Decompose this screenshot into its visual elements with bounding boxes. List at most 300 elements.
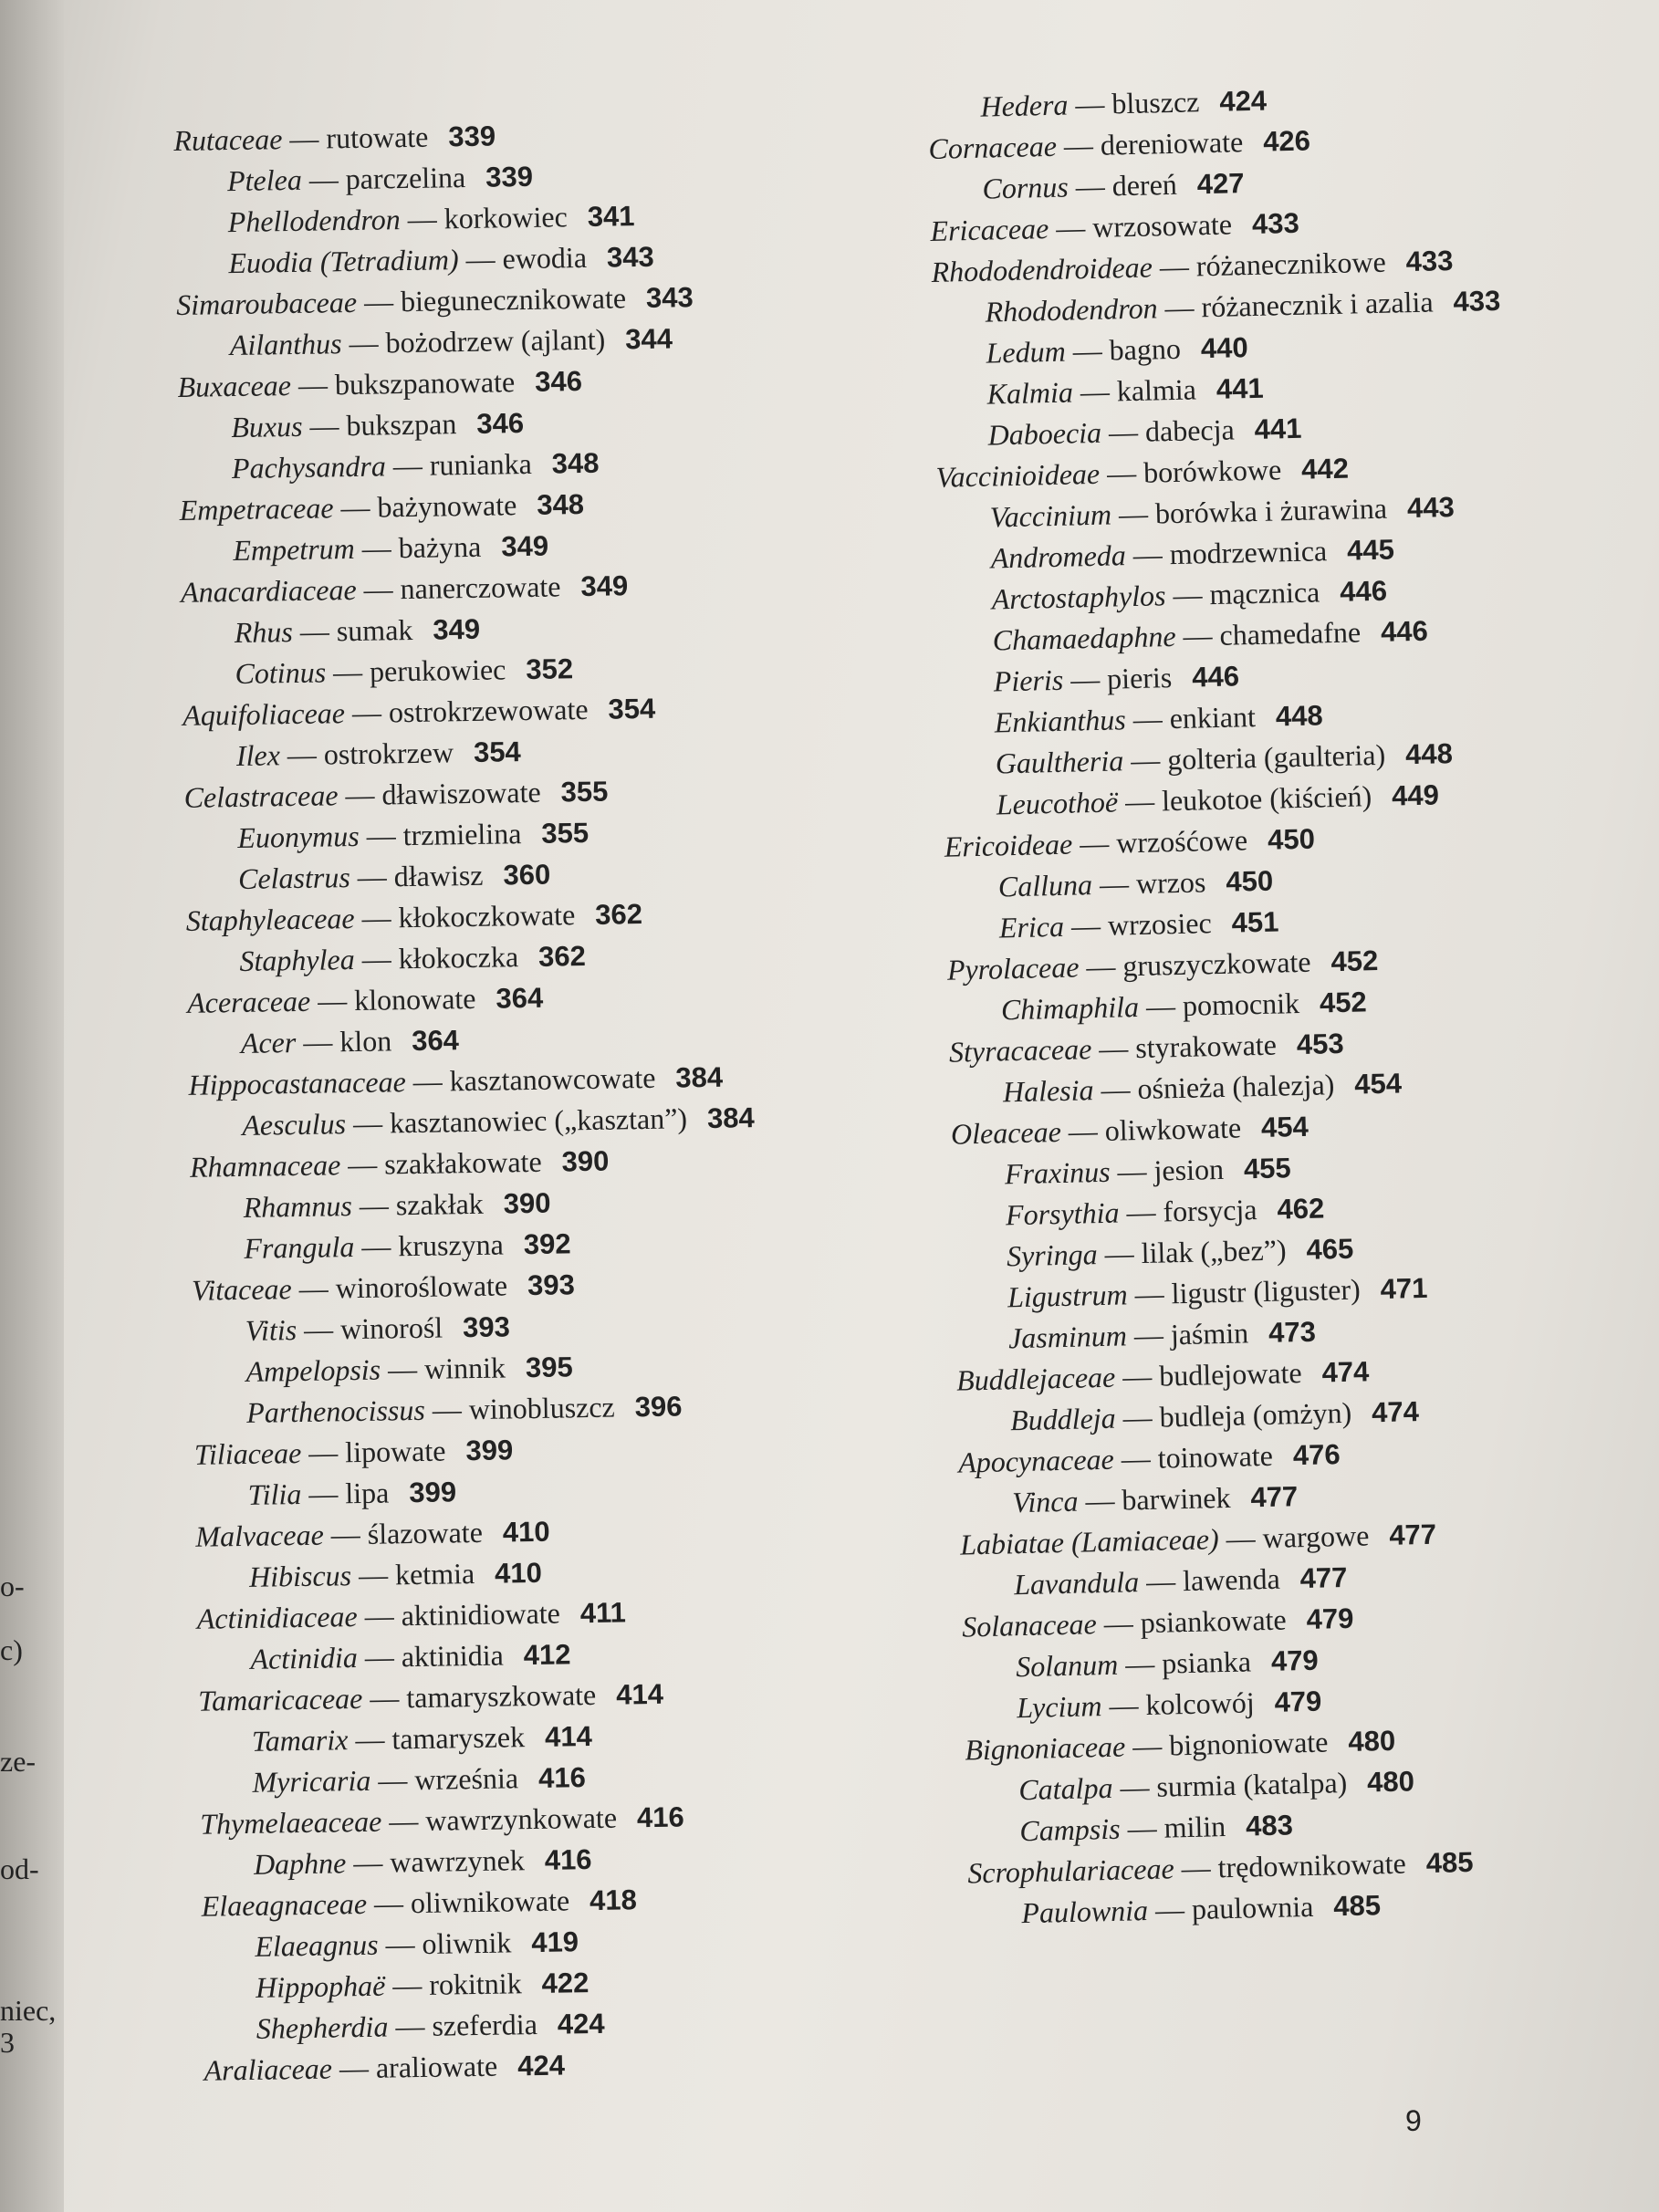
em-dash: — — [1096, 1606, 1142, 1641]
page-reference: 477 — [1388, 1518, 1437, 1551]
em-dash: — — [354, 531, 399, 565]
taxon-name: Buxaceae — [177, 369, 292, 403]
taxon-name: Shepherdia — [256, 2009, 389, 2045]
polish-name: budlejowate — [1158, 1356, 1302, 1393]
polish-name: golteria (gaulteria) — [1166, 737, 1386, 777]
page-reference: 393 — [527, 1268, 576, 1302]
em-dash: — — [338, 777, 382, 812]
polish-name: ketmia — [394, 1557, 475, 1591]
taxon-name: Arctostaphylos — [991, 579, 1166, 616]
page-reference: 473 — [1268, 1315, 1317, 1349]
polish-name: kruszyna — [398, 1227, 505, 1263]
page-reference: 339 — [448, 120, 496, 153]
taxon-name: Anacardiaceae — [180, 572, 357, 609]
page-reference: 364 — [496, 981, 544, 1015]
em-dash: — — [354, 901, 399, 934]
page-reference: 422 — [541, 1967, 590, 1999]
page-reference: 479 — [1270, 1643, 1320, 1677]
polish-name: rutowate — [326, 120, 429, 155]
polish-name: styrakowate — [1134, 1028, 1278, 1065]
taxon-name: Elaeagnus — [255, 1927, 379, 1963]
em-dash: — — [1147, 1892, 1193, 1927]
taxon-name: Ptelea — [226, 162, 303, 198]
page-reference: 445 — [1346, 533, 1395, 567]
taxon-name: Staphyleaceae — [185, 901, 355, 937]
page-reference: 349 — [501, 529, 549, 563]
em-dash: — — [1125, 702, 1171, 736]
em-dash: — — [344, 695, 390, 730]
polish-name: wawrzynek — [390, 1843, 526, 1879]
em-dash: — — [1152, 249, 1197, 284]
taxon-name: Forsythia — [1005, 1195, 1120, 1232]
taxon-name: Chimaphila — [1000, 989, 1140, 1027]
polish-name: wargowe — [1262, 1518, 1370, 1555]
taxon-name: Pieris — [993, 663, 1064, 698]
page-reference: 443 — [1406, 491, 1456, 525]
polish-name: bażynowate — [377, 488, 517, 524]
page-reference: 441 — [1216, 371, 1265, 405]
polish-name: ewodia — [502, 240, 588, 276]
em-dash: — — [1071, 826, 1117, 861]
taxon-name: Pyrolaceae — [946, 950, 1080, 986]
taxon-name: Fraxinus — [1004, 1154, 1111, 1191]
taxon-name: Tamaricaceae — [197, 1681, 363, 1717]
polish-name: aktinidia — [401, 1638, 505, 1674]
page-reference: 414 — [615, 1677, 664, 1711]
taxon-name: Aesculus — [242, 1107, 347, 1142]
page-reference: 446 — [1191, 660, 1240, 694]
em-dash: — — [290, 368, 336, 402]
taxon-name: Halesia — [1002, 1073, 1094, 1109]
polish-name: trędownikowate — [1217, 1846, 1407, 1884]
taxon-name: Rhamnus — [243, 1189, 353, 1224]
page-reference: 352 — [526, 652, 574, 686]
em-dash: — — [1138, 988, 1184, 1023]
em-dash: — — [405, 1064, 451, 1099]
em-dash: — — [1119, 1195, 1163, 1229]
page-reference: 452 — [1330, 944, 1379, 978]
em-dash: — — [354, 942, 399, 976]
em-dash: — — [1115, 1400, 1161, 1435]
taxon-name: Aquifoliaceae — [182, 696, 346, 732]
em-dash: — — [388, 2009, 433, 2043]
page-reference: 426 — [1262, 124, 1311, 158]
em-dash: — — [354, 1229, 399, 1264]
taxon-name: Cornaceae — [928, 129, 1058, 165]
em-dash: — — [309, 984, 355, 1017]
page-reference: 419 — [531, 1925, 579, 1959]
em-dash: — — [1126, 1318, 1172, 1352]
em-dash: — — [1120, 1810, 1164, 1845]
em-dash: — — [366, 1886, 412, 1920]
taxon-name: Malvaceae — [195, 1518, 325, 1553]
polish-name: bukszpanowate — [334, 365, 516, 402]
polish-name: oliwnikowate — [410, 1883, 570, 1920]
em-dash: — — [1068, 169, 1113, 203]
taxon-name: Vitaceae — [191, 1272, 292, 1307]
polish-name: winoroślowate — [335, 1268, 508, 1305]
polish-name: forsycja — [1163, 1193, 1257, 1228]
polish-name: korkowiec — [443, 200, 569, 235]
em-dash: — — [380, 1351, 425, 1386]
em-dash: — — [359, 819, 403, 852]
page-reference: 477 — [1250, 1480, 1299, 1514]
page-reference: 416 — [537, 1761, 587, 1794]
polish-name: tamaryszek — [391, 1720, 526, 1756]
em-dash: — — [301, 162, 347, 196]
em-dash: — — [348, 1722, 392, 1757]
em-dash: — — [296, 1025, 340, 1059]
page-reference: 479 — [1306, 1602, 1354, 1635]
polish-name: toinowate — [1157, 1438, 1274, 1475]
page-reference: 465 — [1306, 1232, 1354, 1266]
page-reference: 343 — [645, 281, 694, 314]
page-reference: 485 — [1425, 1845, 1474, 1880]
page-reference: 448 — [1404, 737, 1454, 771]
em-dash: — — [1124, 1728, 1170, 1763]
polish-name: nanerczowate — [400, 569, 561, 606]
polish-name: września — [414, 1761, 519, 1797]
page-reference: 433 — [1251, 206, 1300, 240]
page-reference: 455 — [1243, 1152, 1292, 1185]
taxon-name: Hedera — [980, 88, 1069, 123]
polish-name: leukotoe (kiścień) — [1161, 779, 1372, 818]
em-dash: — — [1090, 1031, 1136, 1066]
em-dash: — — [1056, 128, 1101, 162]
taxon-name: Thymelaeaceae — [200, 1804, 382, 1841]
em-dash: — — [400, 202, 445, 236]
page-reference: 399 — [465, 1434, 514, 1467]
polish-name: oliwnik — [422, 1925, 512, 1960]
page-reference: 454 — [1260, 1110, 1309, 1143]
page-reference: 384 — [675, 1060, 724, 1094]
polish-name: lipa — [345, 1476, 390, 1510]
em-dash: — — [356, 572, 401, 606]
page-reference: 339 — [485, 160, 534, 193]
polish-name: ostrokrzew — [323, 736, 454, 771]
page-reference: 453 — [1296, 1027, 1344, 1061]
polish-name: aktinidiowate — [401, 1596, 561, 1633]
em-dash: — — [1122, 743, 1168, 777]
taxon-name: Oleaceae — [950, 1114, 1062, 1151]
em-dash: — — [1112, 1769, 1157, 1804]
polish-name: milin — [1163, 1810, 1226, 1844]
polish-name: różanecznik i azalia — [1201, 285, 1434, 324]
em-dash: — — [385, 1967, 430, 2002]
polish-name: klonowate — [353, 981, 476, 1017]
page-reference: 349 — [580, 569, 629, 603]
polish-name: budleja (omżyn) — [1159, 1395, 1352, 1434]
em-dash: — — [346, 1845, 391, 1880]
taxon-name: Elaeagnaceae — [201, 1886, 368, 1923]
em-dash: — — [1063, 908, 1109, 943]
em-dash: — — [291, 1271, 336, 1306]
polish-name: pomocnik — [1182, 986, 1300, 1022]
taxon-name: Tilia — [247, 1476, 302, 1511]
taxon-name: Ampelopsis — [245, 1352, 381, 1388]
taxon-name: Araliaceae — [203, 2051, 333, 2087]
em-dash: — — [1097, 1236, 1142, 1271]
page-reference: 396 — [634, 1390, 683, 1424]
page-reference: 410 — [494, 1556, 543, 1590]
page-reference: 433 — [1453, 284, 1501, 318]
page-reference: 414 — [544, 1720, 593, 1753]
page-reference: 424 — [516, 2049, 566, 2082]
taxon-name: Acer — [240, 1026, 297, 1059]
polish-name: dereń — [1111, 167, 1178, 203]
facing-page-fragment: ze- — [0, 1745, 37, 1778]
em-dash: — — [1127, 1277, 1173, 1311]
em-dash: — — [341, 326, 386, 360]
taxon-name: Hippophaë — [255, 1968, 386, 2004]
em-dash: — — [282, 121, 327, 156]
em-dash: — — [357, 1640, 402, 1675]
polish-name: winobluszcz — [468, 1390, 615, 1426]
page-reference: 390 — [561, 1144, 610, 1178]
em-dash: — — [385, 448, 431, 483]
polish-name: winnik — [423, 1351, 506, 1385]
em-dash: — — [331, 2050, 377, 2085]
taxon-name: Daboecia — [987, 415, 1102, 452]
page-reference: 392 — [523, 1227, 571, 1261]
polish-name: tamaryszkowate — [406, 1677, 597, 1715]
taxon-name: Ligustrum — [1007, 1278, 1129, 1314]
polish-name: dabecja — [1144, 412, 1236, 448]
em-dash: — — [1078, 1483, 1122, 1518]
polish-name: wrzos — [1135, 865, 1206, 901]
polish-name: bukszpan — [346, 407, 457, 443]
facing-page-fragment: 3 — [0, 2026, 15, 2059]
em-dash: — — [339, 1147, 385, 1182]
em-dash: — — [1093, 1072, 1138, 1107]
em-dash: — — [1174, 1851, 1219, 1885]
polish-name: wrzośćowe — [1115, 823, 1248, 860]
taxon-name: Hippocastanaceae — [188, 1065, 407, 1101]
em-dash: — — [1114, 1359, 1160, 1393]
taxon-name: Lycium — [1016, 1689, 1102, 1725]
em-dash: — — [356, 285, 402, 318]
page-reference: 344 — [624, 322, 673, 356]
polish-name: borówka i żurawina — [1154, 491, 1388, 530]
polish-name: różanecznikowe — [1195, 245, 1387, 283]
taxon-name: Calluna — [997, 868, 1093, 903]
taxon-name: Vaccinium — [989, 497, 1112, 534]
em-dash: — — [1099, 455, 1144, 490]
taxon-name: Solanaceae — [961, 1607, 1098, 1643]
em-dash: — — [1111, 496, 1156, 531]
em-dash: — — [323, 1517, 368, 1551]
polish-name: trzmielina — [402, 817, 522, 852]
page-reference: 360 — [503, 858, 551, 892]
em-dash: — — [1113, 1441, 1159, 1476]
em-dash: — — [350, 860, 395, 894]
facing-page-fragment: o- — [0, 1570, 25, 1602]
em-dash: — — [424, 1393, 470, 1426]
index-column-right — [927, 75, 1544, 1936]
taxon-name: Empetrum — [233, 531, 355, 568]
polish-name: jaśmin — [1170, 1316, 1249, 1351]
page-reference: 450 — [1225, 864, 1274, 898]
em-dash: — — [1101, 1688, 1146, 1723]
page-reference: 424 — [557, 2007, 605, 2040]
polish-name: kasztanowiec („kasztan”) — [389, 1101, 688, 1140]
index-entry — [203, 2040, 843, 2092]
taxon-name: Buddleja — [1009, 1401, 1117, 1437]
taxon-name: Cornus — [982, 170, 1069, 205]
taxon-name: Labiatae (Lamiaceae) — [959, 1522, 1220, 1561]
polish-name: bluszcz — [1111, 85, 1200, 120]
page-reference: 395 — [525, 1351, 573, 1384]
page-reference: 348 — [537, 487, 585, 521]
polish-name: kalmia — [1116, 372, 1197, 408]
page-reference: 441 — [1254, 412, 1302, 445]
taxon-name: Rhamnaceae — [189, 1148, 341, 1184]
taxon-name: Cotinus — [235, 655, 327, 691]
polish-name: gruszyczkowate — [1122, 944, 1311, 983]
taxon-name: Rutaceae — [173, 122, 283, 157]
page-reference: 346 — [534, 365, 583, 398]
taxon-name: Andromeda — [990, 538, 1127, 575]
polish-name: mącznica — [1209, 575, 1320, 611]
taxon-name: Ailanthus — [229, 327, 342, 362]
page-reference: 451 — [1231, 905, 1279, 939]
polish-name: kłokoczkowate — [398, 898, 576, 934]
taxon-name: Myricaria — [252, 1763, 371, 1799]
page-reference: 393 — [462, 1310, 511, 1344]
page-reference: 343 — [606, 240, 654, 274]
taxon-name: Staphylea — [239, 942, 355, 977]
taxon-name: Hibiscus — [248, 1559, 352, 1593]
page-reference: 348 — [551, 446, 600, 480]
polish-name: jesion — [1153, 1152, 1225, 1187]
page-reference: 354 — [608, 692, 656, 725]
em-dash: — — [350, 1558, 396, 1592]
taxon-name: Chamaedaphne — [992, 619, 1176, 657]
page-reference: 410 — [502, 1515, 550, 1549]
polish-name: surmia (katalpa) — [1156, 1766, 1348, 1803]
page-reference: 474 — [1371, 1395, 1420, 1429]
em-dash: — — [1060, 1113, 1106, 1148]
em-dash: — — [1062, 662, 1108, 696]
taxon-name: Tamarix — [251, 1723, 349, 1758]
taxon-name: Phellodendron — [227, 203, 402, 239]
em-dash: — — [1165, 578, 1210, 612]
em-dash: — — [1175, 618, 1220, 652]
taxon-name: Pachysandra — [231, 449, 387, 485]
polish-name: kasztanowcowate — [449, 1060, 656, 1098]
page-reference: 462 — [1277, 1192, 1325, 1226]
polish-name: psiankowate — [1140, 1602, 1288, 1640]
page-reference: 346 — [476, 407, 525, 440]
page-reference: 480 — [1366, 1765, 1415, 1799]
em-dash: — — [1117, 1646, 1163, 1681]
polish-name: klon — [339, 1024, 392, 1059]
taxon-name: Aceraceae — [186, 984, 311, 1019]
page-reference: 446 — [1339, 574, 1388, 608]
facing-page-fragment: niec, — [0, 1994, 57, 2027]
polish-name: borówkowe — [1143, 453, 1282, 489]
page-reference: 418 — [589, 1883, 638, 1917]
em-dash: — — [1157, 290, 1202, 325]
polish-name: dławiszowate — [381, 775, 541, 811]
page-reference: 416 — [544, 1843, 592, 1876]
em-dash: — — [279, 737, 325, 772]
taxon-name: Rhododendroideae — [931, 250, 1153, 288]
taxon-name: Vaccinioideae — [935, 456, 1101, 494]
polish-name: paulownia — [1191, 1889, 1314, 1925]
taxon-name: Frangula — [244, 1230, 355, 1265]
em-dash: — — [362, 1681, 407, 1715]
polish-name: bażyna — [398, 529, 482, 565]
taxon-name: Vinca — [1011, 1484, 1079, 1519]
polish-name: wawrzynkowate — [425, 1800, 618, 1837]
polish-name: chamedafne — [1219, 615, 1362, 652]
page-reference: 446 — [1380, 614, 1429, 648]
em-dash: — — [301, 1476, 346, 1510]
taxon-name: Celastraceae — [183, 778, 339, 814]
taxon-name: Vitis — [245, 1313, 297, 1347]
taxon-name: Campsis — [1018, 1811, 1121, 1848]
em-dash: — — [296, 1312, 341, 1347]
taxon-name: Actinidia — [250, 1641, 359, 1675]
polish-name: lilak („bez”) — [1141, 1233, 1287, 1270]
polish-name: parczelina — [345, 160, 466, 196]
em-dash: — — [1065, 333, 1111, 368]
page-reference: 474 — [1321, 1355, 1370, 1389]
polish-name: runianka — [429, 446, 533, 482]
taxon-name: Euodia (Tetradium) — [228, 243, 459, 280]
em-dash: — — [292, 614, 338, 649]
page-reference: 349 — [433, 612, 481, 646]
taxon-name: Buxus — [231, 409, 303, 444]
page-reference: 364 — [411, 1024, 460, 1058]
em-dash: — — [1125, 537, 1171, 572]
taxon-name: Ilex — [235, 738, 281, 773]
page-reference: 355 — [541, 816, 590, 850]
taxon-name: Simaroubaceae — [175, 285, 358, 321]
polish-name: ligustr (liguster) — [1171, 1272, 1362, 1310]
page-reference: 411 — [579, 1596, 627, 1630]
page-reference: 341 — [587, 200, 635, 233]
taxon-name: Solanum — [1015, 1647, 1119, 1684]
em-dash: — — [1110, 1153, 1154, 1188]
page-reference: 448 — [1275, 699, 1324, 733]
page-reference: 412 — [523, 1638, 571, 1672]
polish-name: araliowate — [375, 2049, 498, 2084]
page-reference: 452 — [1319, 986, 1368, 1019]
taxon-name: Leucothoë — [996, 785, 1119, 821]
taxon-name: Scrophulariaceae — [966, 1852, 1175, 1890]
em-dash: — — [1101, 414, 1146, 449]
page-reference: 399 — [409, 1476, 457, 1509]
polish-name: ślazowate — [367, 1515, 484, 1550]
taxon-name: Gaultheria — [995, 744, 1124, 780]
polish-name: perukowiec — [369, 652, 506, 688]
polish-name: kolcowój — [1145, 1685, 1255, 1722]
em-dash: — — [1117, 784, 1163, 819]
polish-name: bignoniowate — [1168, 1725, 1329, 1762]
taxon-name: Bignoniaceae — [964, 1729, 1126, 1767]
taxon-name: Rhododendron — [985, 291, 1158, 329]
em-dash: — — [1138, 1564, 1184, 1599]
page-reference: 483 — [1245, 1809, 1294, 1842]
polish-name: szeferdia — [432, 2007, 538, 2042]
page-number: 9 — [1405, 2104, 1422, 2137]
taxon-name: Enkianthus — [994, 703, 1127, 739]
em-dash: — — [1079, 949, 1123, 984]
polish-name: wrzosowate — [1091, 207, 1233, 244]
em-dash: — — [351, 1188, 397, 1223]
